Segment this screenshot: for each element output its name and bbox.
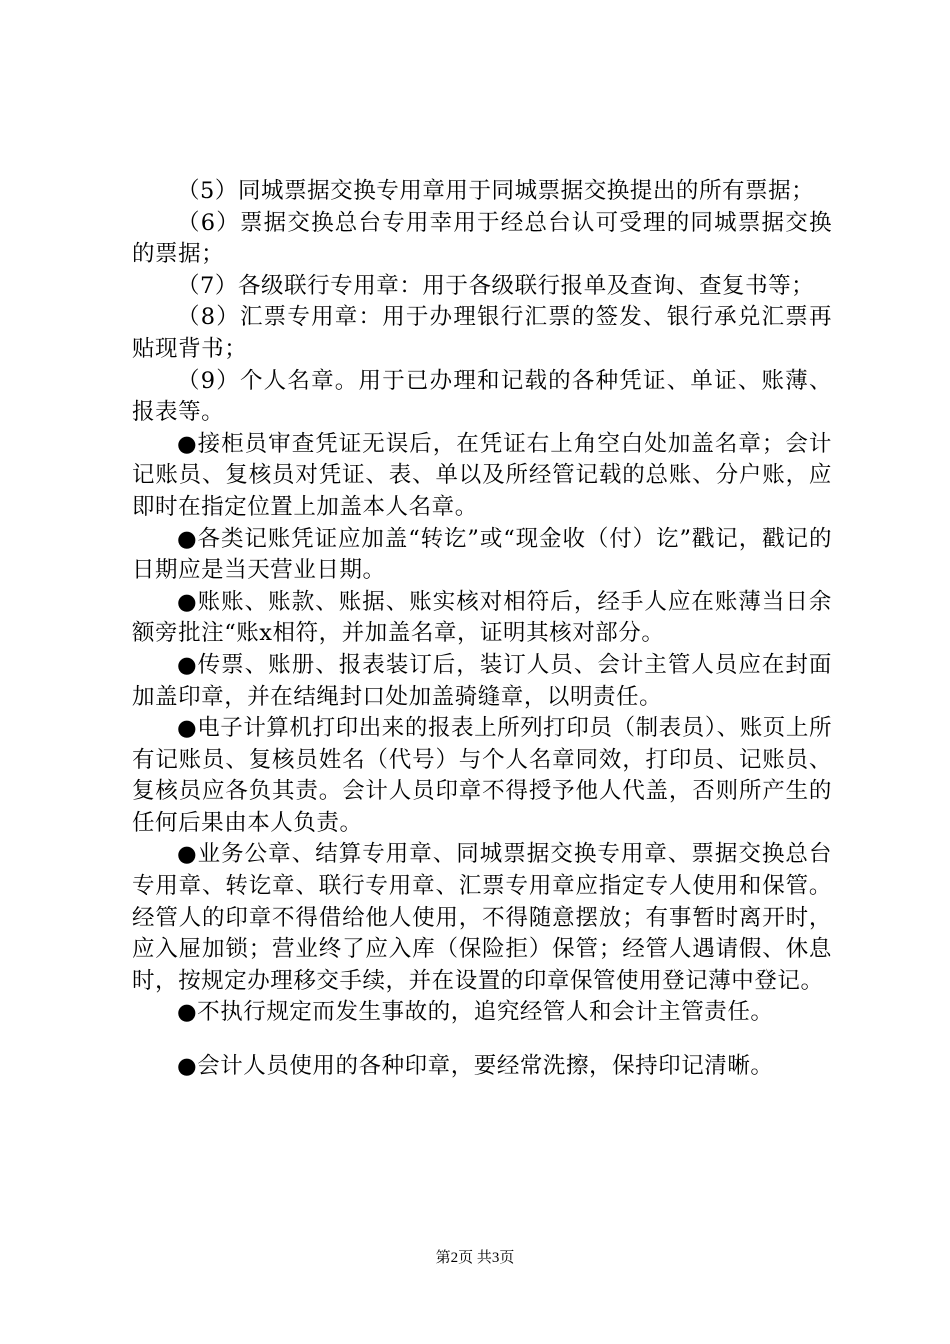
paragraph-bullet-transfer-stamp: ●各类记账凭证应加盖“转讫”或“现金收（付）讫”戳记，戳记的日期应是当天营业日期。 xyxy=(132,525,832,584)
paragraph-bullet-liability: ●不执行规定而发生事故的，追究经管人和会计主管责任。 xyxy=(177,999,774,1026)
paragraph-bullet-stamp-on-voucher: ●接柜员审查凭证无误后，在凭证右上角空白处加盖名章；会计记账员、复核员对凭证、表、单以及所经管记载的总账、分户账，应即时在指定位置上加盖本人名章。 xyxy=(132,430,832,520)
paragraph-item-9: （9）个人名章。用于已办理和记载的各种凭证、单证、账薄、报表等。 xyxy=(132,367,832,426)
paragraph-bullet-seal-custody: ●业务公章、结算专用章、同城票据交换专用章、票据交换总台专用章、转讫章、联行专用章、汇票专用章应指定专人使用和保管。经管人的印章不得借给他人使用，不得随意摆放；有事暂时离开时，应入屉加锁；营业终了应入库（保险拒）保管；经管人遇请假、休息时，按规定办理移交手续，并在设置的印章保管使用登记薄中登记。 xyxy=(132,841,832,994)
paragraph-item-8: （8）汇票专用章：用于办理银行汇票的签发、银行承兑汇票再贴现背书； xyxy=(132,304,832,362)
paragraph-item-7: （7）各级联行专用章：用于各级联行报单及查询、查复书等； xyxy=(177,272,815,299)
paragraph-item-6: （6）票据交换总台专用幸用于经总台认可受理的同城票据交换的票据； xyxy=(132,209,832,268)
document-body xyxy=(132,176,832,1083)
paragraph-bullet-seal-cleaning: ●会计人员使用的各种印章，要经常洗擦，保持印记清晰。 xyxy=(177,1053,774,1080)
page-footer: 第2页 共3页 xyxy=(435,1250,515,1266)
paragraph-item-5: （5）同城票据交换专用章用于同城票据交换提出的所有票据； xyxy=(177,178,815,204)
paragraph-bullet-account-check: ●账账、账款、账据、账实核对相符后，经手人应在账薄当日余额旁批注“账x相符，并加盖名章，证明其核对部分。 xyxy=(132,588,832,647)
paragraph-spacer xyxy=(132,1029,832,1051)
paragraph-bullet-binding-seal: ●传票、账册、报表装订后，装订人员、会计主管人员应在封面加盖印章，并在结绳封口处加盖骑缝章，以明责任。 xyxy=(132,651,832,710)
paragraph-bullet-computer-printout: ●电子计算机打印出来的报表上所列打印员（制表员）、账页上所有记账员、复核员姓名（代号）与个人名章同效，打印员、记账员、复核员应各负其责。会计人员印章不得授予他人代盖，否则所产生的任何后果由本人负责。 xyxy=(132,715,832,836)
